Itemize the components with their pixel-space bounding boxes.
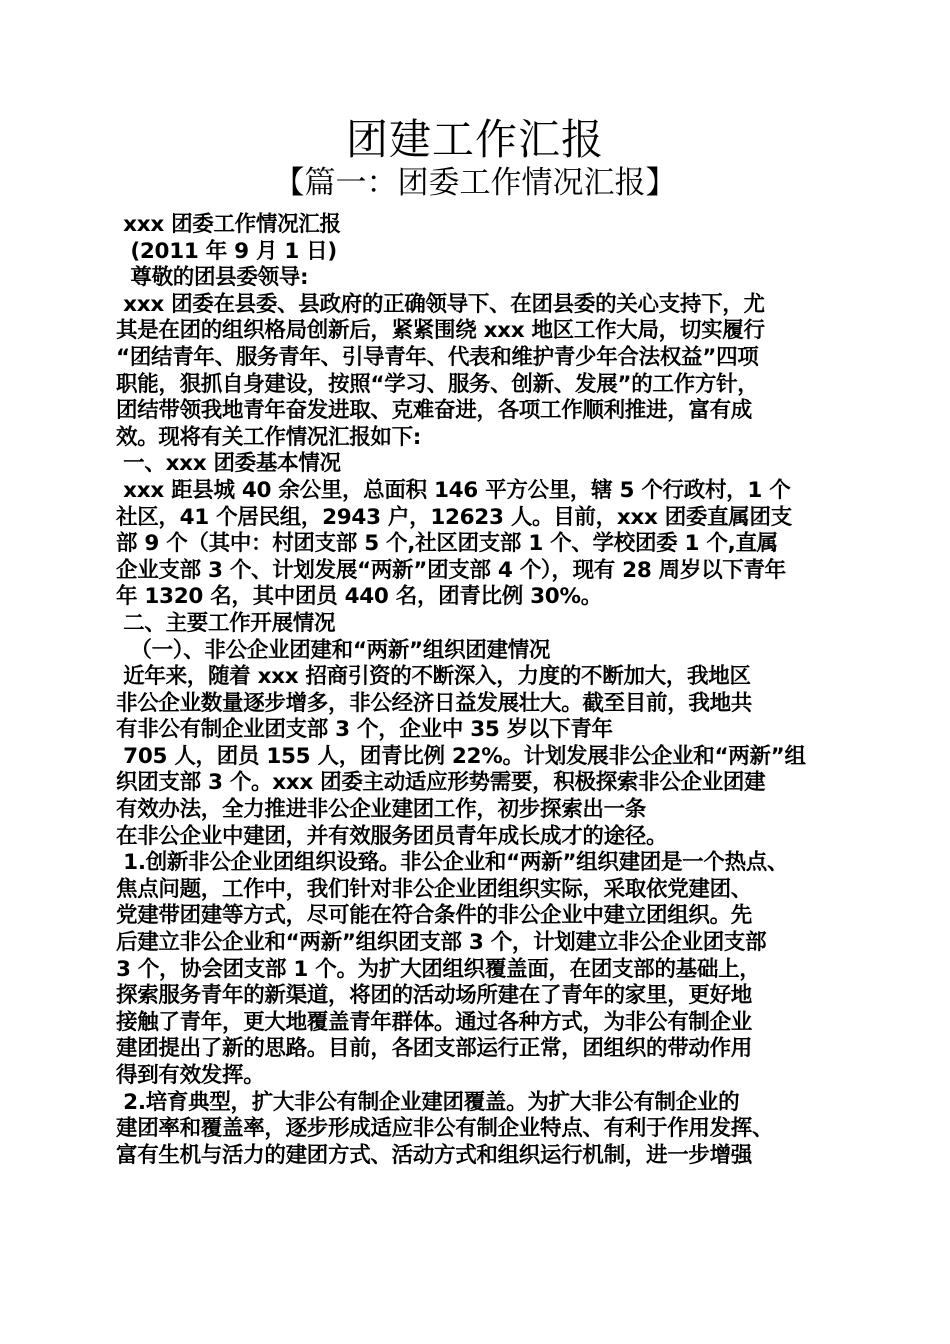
- text-line: 效。现将有关工作情况汇报如下:: [116, 424, 422, 450]
- text-line: 后建立非公企业和“两新”组织团支部 3 个，计划建立非公企业团支部: [116, 930, 767, 956]
- text-line: 焦点问题，工作中，我们针对非公企业团组织实际，采取依党建团、: [116, 876, 753, 902]
- text-line: 非公企业数量逐步增多，非公经济日益发展壮大。截至目前，我地共: [116, 690, 753, 716]
- text-line: 职能，狠抓自身建设，按照“学习、服务、创新、发展”的工作方针，: [116, 371, 759, 397]
- text-line: 尊敬的团县委领导:: [116, 265, 309, 291]
- text-line: 1.创新非公企业团组织设臵。非公企业和“两新”组织建团是一个热点、: [116, 850, 789, 876]
- text-line: 有非公有制企业团支部 3 个，企业中 35 岁以下青年: [116, 717, 613, 743]
- text-line: 一、xxx 团委基本情况: [116, 451, 341, 477]
- text-line: 建团提出了新的思路。目前，各团支部运行正常，团组织的带动作用: [116, 1036, 753, 1062]
- text-line: 2.培育典型，扩大非公有制企业建团覆盖。为扩大非公有制企业的: [116, 1089, 740, 1115]
- document-subtitle: 【篇一：团委工作情况汇报】: [273, 165, 677, 201]
- text-line: 3 个，协会团支部 1 个。为扩大团组织覆盖面，在团支部的基础上，: [116, 956, 761, 982]
- text-line: 党建带团建等方式，尽可能在符合条件的非公企业中建立团组织。先: [116, 903, 753, 929]
- text-line: 有效办法，全力推进非公企业建团工作，初步探索出一条: [116, 797, 647, 823]
- document-body: [116, 212, 846, 1169]
- text-line: xxx 距县城 40 余公里，总面积 146 平方公里，辖 5 个行政村，1 个: [116, 477, 791, 503]
- text-line: 在非公企业中建团，并有效服务团员青年成长成才的途径。: [116, 823, 668, 849]
- text-line: 探索服务青年的新渠道，将团的活动场所建在了青年的家里，更好地: [116, 983, 753, 1009]
- text-line: 织团支部 3 个。xxx 团委主动适应形势需要，积极探索非公企业团建: [116, 770, 766, 796]
- text-line: 部 9 个（其中：村团支部 5 个,社区团支部 1 个、学校团委 1 个,直属: [116, 531, 778, 557]
- text-line: 705 人，团员 155 人，团青比例 22%。计划发展非公企业和“两新”组: [116, 743, 806, 769]
- text-line: 二、主要工作开展情况: [116, 610, 336, 636]
- text-line: (2011 年 9 月 1 日): [116, 238, 337, 264]
- text-line: 得到有效发挥。: [116, 1063, 265, 1088]
- text-line: 企业支部 3 个、计划发展“两新”团支部 4 个），现有 28 周岁以下青年: [116, 557, 786, 583]
- text-line: xxx 团委在县委、县政府的正确领导下、在团县委的关心支持下，尤: [116, 291, 765, 317]
- text-line: 建团率和覆盖率，逐步形成适应非公有制企业特点、有利于作用发挥、: [116, 1116, 774, 1142]
- text-line: 其是在团的组织格局创新后，紧紧围绕 xxx 地区工作大局，切实履行: [116, 318, 765, 344]
- text-line: 接触了青年，更大地覆盖青年群体。通过各种方式，为非公有制企业: [116, 1009, 753, 1035]
- text-line: 富有生机与活力的建团方式、活动方式和组织运行机制，进一步增强: [116, 1142, 753, 1168]
- text-line: 近年来，随着 xxx 招商引资的不断深入，力度的不断加大，我地区: [116, 664, 751, 690]
- text-line: xxx 团委工作情况汇报: [116, 212, 341, 237]
- text-line: （一）、非公企业团建和“两新”组织团建情况: [116, 637, 551, 663]
- text-line: “团结青年、服务青年、引导青年、代表和维护青少年合法权益”四项: [116, 344, 759, 370]
- text-line: 社区，41 个居民组，2943 户，12623 人。目前，xxx 团委直属团支: [116, 504, 792, 530]
- document-title: 团建工作汇报: [345, 115, 604, 164]
- text-line: 年 1320 名，其中团员 440 名，团青比例 30%。: [116, 584, 602, 610]
- text-line: 团结带领我地青年奋发进取、克难奋进，各项工作顺利推进，富有成: [116, 398, 753, 424]
